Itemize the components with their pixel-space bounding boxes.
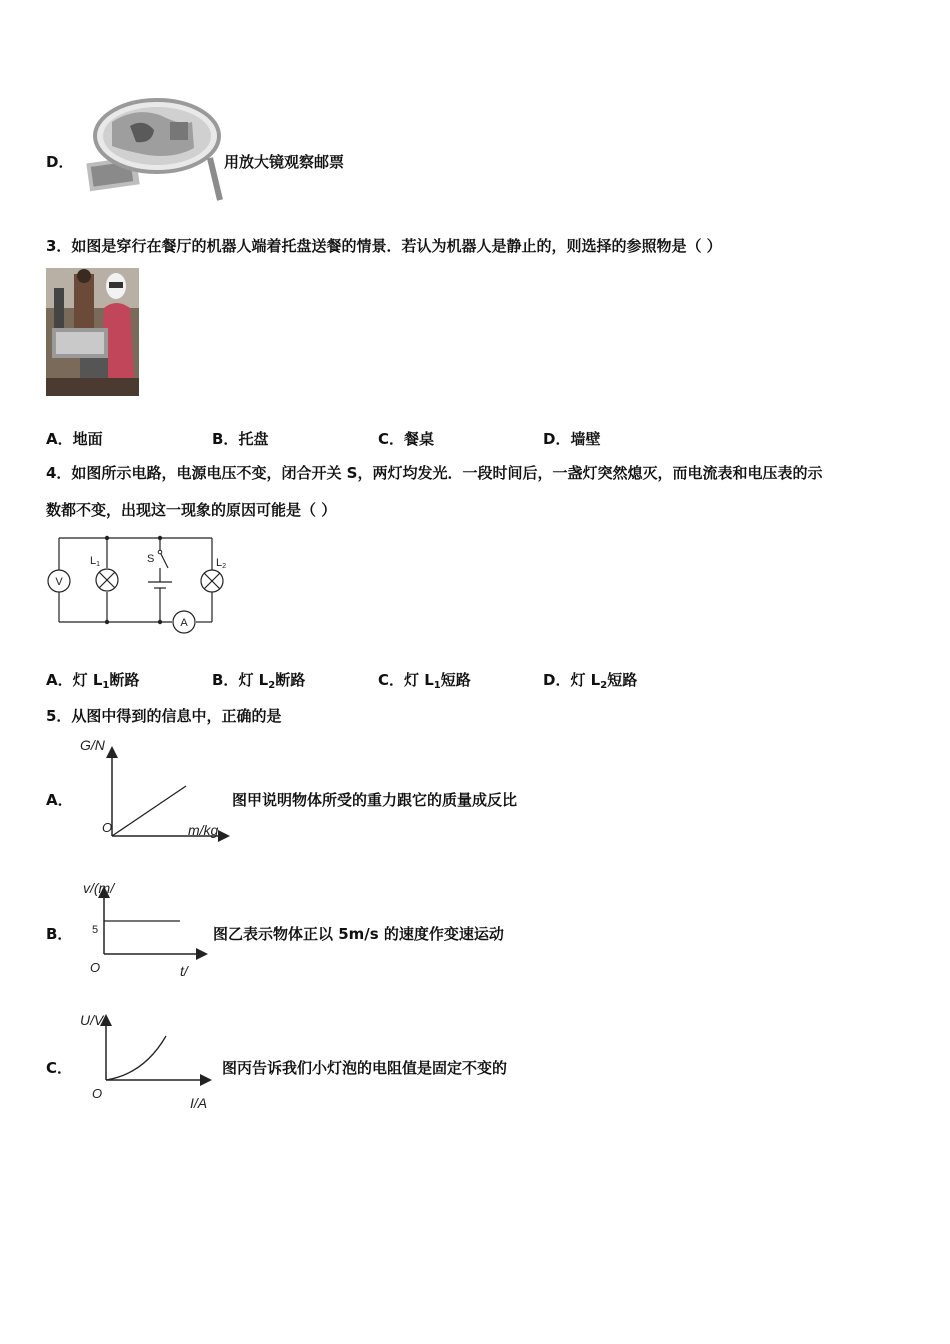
q4-option-a[interactable]: A．灯 $L_1$断路 (46, 671, 140, 691)
q5-option-b-text: 图乙表示物体正以 5m/s 的速度作变速运动 (213, 925, 504, 943)
graph-v-vs-t (74, 876, 214, 984)
graph-a-origin: O (102, 820, 113, 835)
graph-c-ylabel: U/V (80, 1012, 104, 1028)
lamp-l1-symbol (90, 555, 118, 591)
q3-option-c[interactable]: C．餐桌 (378, 430, 435, 448)
lamp-l1-subscript: 1 (96, 561, 101, 568)
graph-a-ylabel: G/N (80, 737, 105, 753)
svg-text:L2 (216, 557, 226, 570)
ammeter-label: A (180, 617, 188, 629)
graph-b-tick-5: 5 (92, 924, 99, 936)
voltmeter-symbol (48, 570, 70, 592)
question-3-stem: 3．如图是穿行在餐厅的机器人端着托盘送餐的情景．若认为机器人是静止的，则选择的参照物是（ ） (46, 237, 722, 255)
graph-b-xlabel: t/ (180, 963, 188, 979)
q3-option-d[interactable]: D．墙壁 (543, 430, 601, 448)
q5-option-b-letter[interactable]: B． (46, 925, 73, 943)
svg-text:L1 (90, 555, 100, 568)
lamp-l2-symbol (201, 557, 226, 592)
q4-option-c[interactable]: C．灯 $L_1$短路 (378, 671, 471, 691)
q2-option-d-text: 用放大镜观察邮票 (224, 153, 345, 171)
q3-option-a[interactable]: A．地面 (46, 430, 103, 448)
switch-label: S (147, 553, 155, 565)
q4-option-b[interactable]: B．灯 $L_2$断路 (212, 671, 306, 691)
lamp-l2-subscript: 2 (222, 563, 227, 570)
graph-g-vs-m (74, 734, 239, 844)
q5-option-c-letter[interactable]: C． (46, 1059, 73, 1077)
lamp-l1-label: L (90, 555, 97, 567)
graph-b-ylabel: v/(m/ (83, 880, 115, 896)
graph-c-xlabel: I/A (190, 1095, 208, 1111)
magnifier-stamp-image (82, 96, 227, 206)
q2-option-d-letter: D． (46, 153, 74, 171)
q4-option-d[interactable]: D．灯 $L_2$短路 (543, 671, 638, 691)
graph-u-vs-i (74, 1008, 224, 1116)
ammeter-symbol (173, 611, 195, 633)
question-4-stem-line1: 4．如图所示电路，电源电压不变，闭合开关 S，两灯均发光．一段时间后，一盏灯突然熄灭，而电流表和电压表的示 (46, 464, 823, 482)
q5-option-c-text: 图丙告诉我们小灯泡的电阻值是固定不变的 (222, 1059, 508, 1077)
question-4-stem-line2: 数都不变，出现这一现象的原因可能是（ ） (46, 501, 337, 519)
voltmeter-label: V (55, 576, 63, 588)
robot-waiter-photo (46, 268, 139, 396)
circuit-diagram (44, 530, 234, 640)
graph-a-xlabel: m/kg (188, 822, 219, 838)
graph-c-origin: O (92, 1086, 103, 1101)
question-5-stem: 5．从图中得到的信息中，正确的是 (46, 707, 282, 725)
q5-option-a-text: 图甲说明物体所受的重力跟它的质量成反比 (232, 791, 518, 809)
graph-b-origin: O (90, 960, 101, 975)
lamp-l2-label: L (216, 557, 223, 569)
q5-option-a-letter[interactable]: A． (46, 791, 73, 809)
q3-option-b[interactable]: B．托盘 (212, 430, 269, 448)
